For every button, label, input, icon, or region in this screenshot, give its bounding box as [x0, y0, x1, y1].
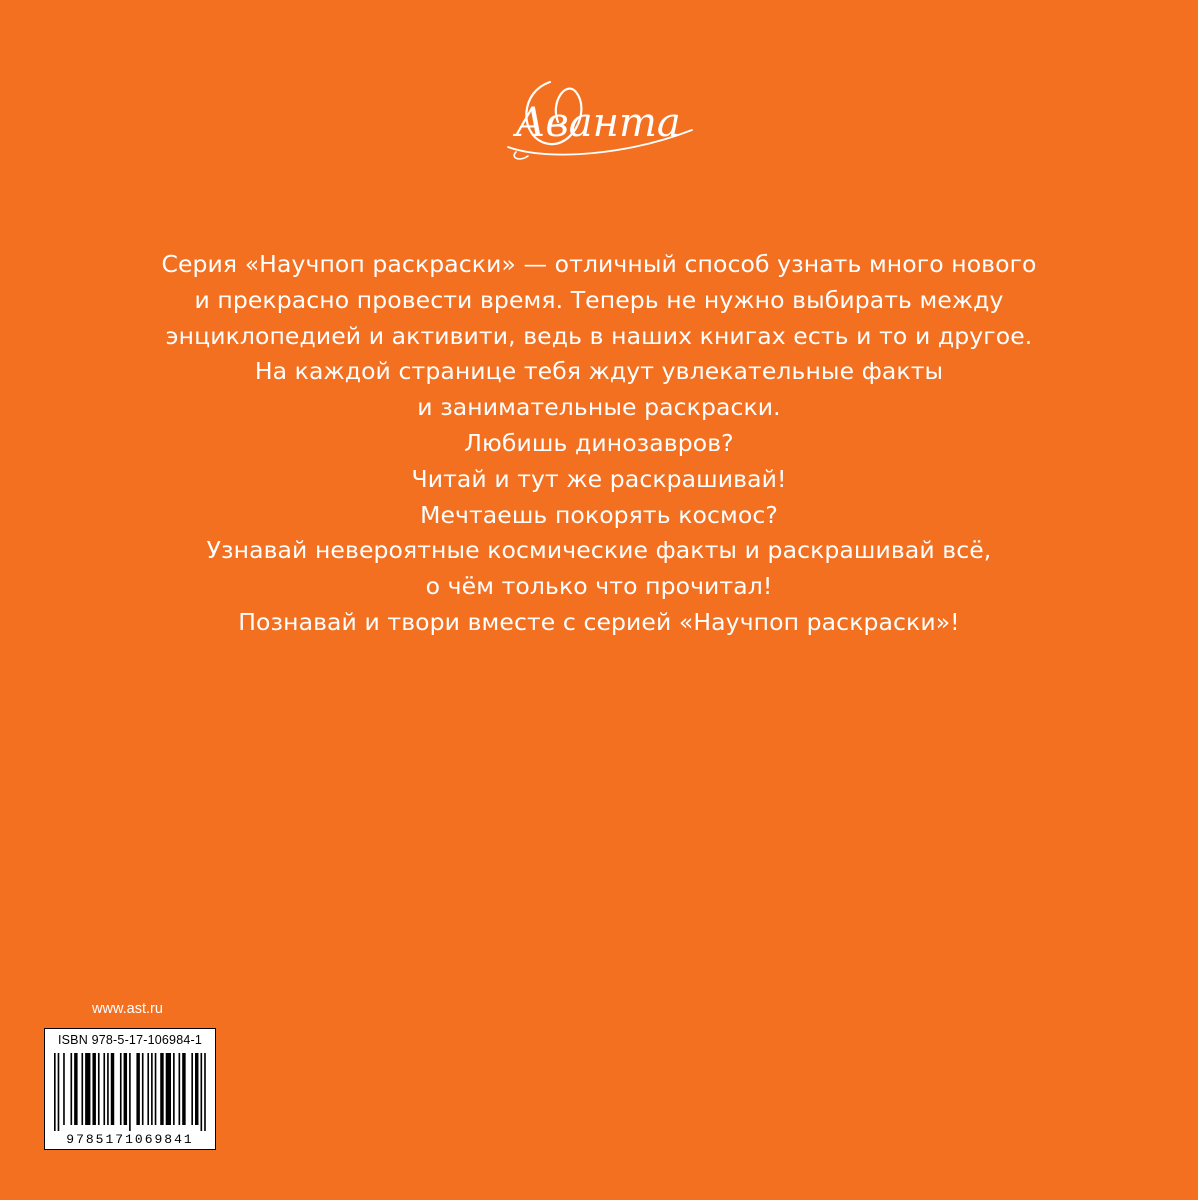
- barcode-bar: [54, 1053, 56, 1131]
- description-line: и прекрасно провести время. Теперь не нужно выбирать между: [194, 285, 1004, 314]
- description-line: Мечтаешь покорять космос?: [420, 500, 778, 529]
- description-line: энциклопедией и активити, ведь в наших книгах есть и то и другое.: [165, 321, 1033, 350]
- barcode-bar: [182, 1053, 185, 1125]
- barcode-bar: [92, 1053, 95, 1125]
- barcode-bar: [204, 1053, 206, 1131]
- description-line: Познавай и твори вместе с серией «Научпоп раскраски»!: [238, 607, 960, 636]
- barcode-bar: [70, 1053, 72, 1125]
- publisher-logo: [480, 62, 720, 182]
- barcode-bar: [74, 1053, 77, 1125]
- barcode-bar: [81, 1053, 83, 1125]
- description-line: о чём только что прочитал!: [425, 572, 773, 601]
- barcode-bar: [136, 1053, 139, 1125]
- barcode-bar: [155, 1053, 157, 1125]
- barcode-bar: [147, 1053, 149, 1125]
- avanta-logo-icon: [480, 62, 720, 182]
- barcode-bar: [85, 1053, 90, 1125]
- barcode-bar: [151, 1053, 153, 1125]
- barcode-bar: [124, 1053, 127, 1125]
- barcode-bar: [160, 1053, 163, 1125]
- barcode-bar: [98, 1053, 100, 1125]
- barcode-bar: [179, 1053, 181, 1125]
- barcode-bar: [120, 1053, 122, 1125]
- logo-wordmark: Аванта: [515, 100, 681, 146]
- barcode-bar: [111, 1053, 114, 1125]
- isbn-label: ISBN 978-5-17-106984-1: [57, 1033, 203, 1047]
- barcode-bar: [103, 1053, 105, 1125]
- description-line: Читай и тут же раскрашивай!: [411, 464, 787, 493]
- barcode-bar: [63, 1053, 65, 1125]
- barcode-bar: [191, 1053, 193, 1125]
- barcode-bar: [58, 1053, 60, 1131]
- barcode-bar: [142, 1053, 144, 1125]
- barcode-icon: [54, 1053, 206, 1131]
- isbn-barcode: [44, 1028, 216, 1150]
- barcode-bar: [129, 1053, 131, 1131]
- description-line: На каждой странице тебя ждут увлекательные факты: [254, 357, 944, 386]
- description-line: Любишь динозавров?: [464, 428, 734, 457]
- barcode-bar: [201, 1053, 203, 1131]
- barcode-bar: [166, 1053, 171, 1125]
- description-line: и занимательные раскраски.: [417, 393, 781, 422]
- description-line: Серия «Научпоп раскраски» — отличный способ узнать много нового: [161, 250, 1037, 278]
- barcode-bar: [173, 1053, 175, 1125]
- barcode-bar: [195, 1053, 198, 1125]
- ean-digits: 9785171069841: [66, 1132, 194, 1147]
- series-description: [60, 247, 1138, 641]
- publisher-website: www.ast.ru: [92, 1001, 163, 1017]
- barcode-bar: [107, 1053, 109, 1125]
- description-line: Узнавай невероятные космические факты и раскрашивай всё,: [206, 536, 992, 565]
